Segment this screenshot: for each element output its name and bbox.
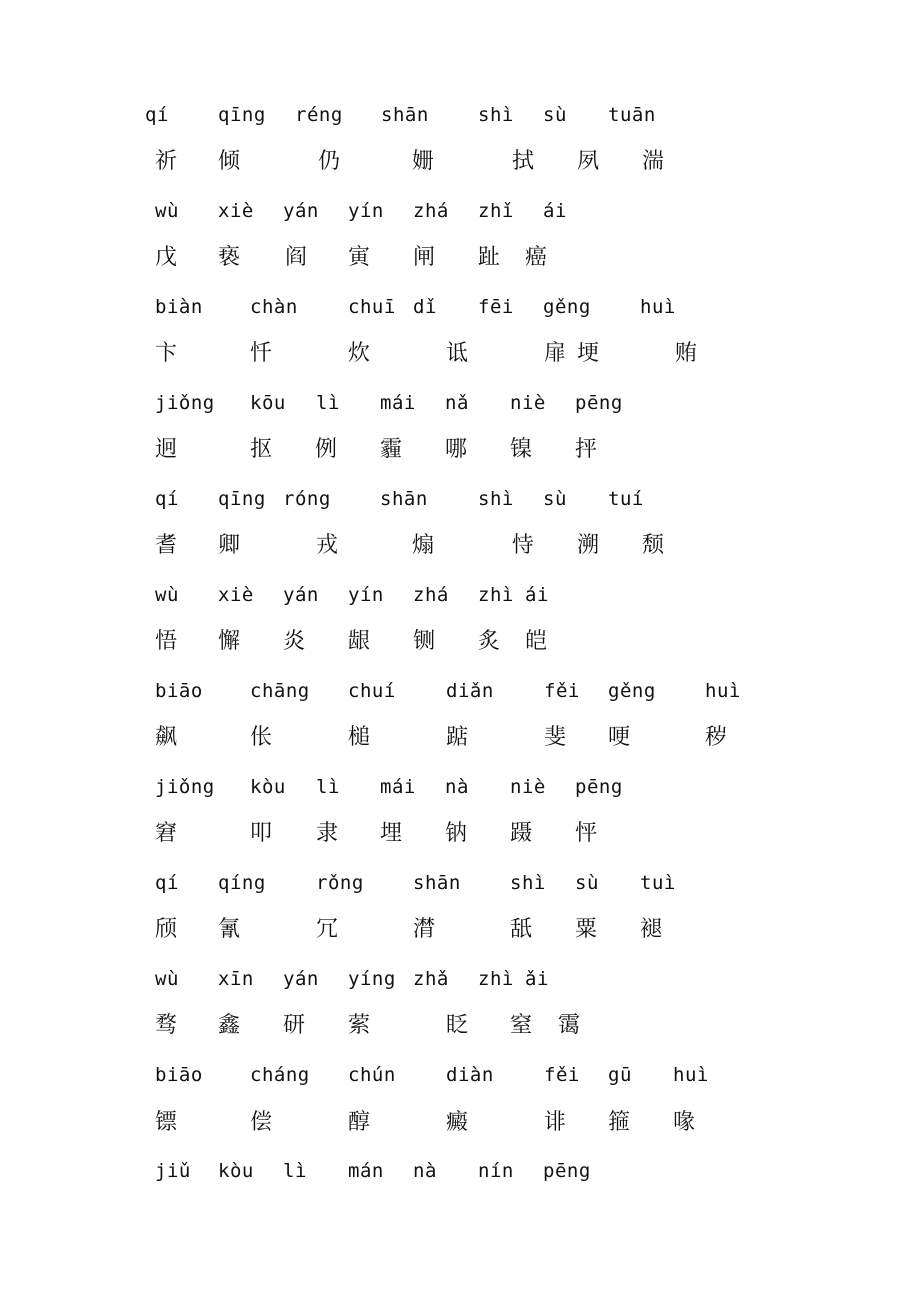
hanzi-character: 喙 [673,1110,696,1135]
hanzi-character: 飙 [155,725,178,750]
hanzi-character: 忏 [250,341,273,366]
hanzi-character: 夙 [577,149,600,174]
hanzi-character: 煽 [412,533,435,558]
hanzi-character: 骛 [155,1013,178,1038]
hanzi-character: 仍 [318,149,341,174]
hanzi-character: 诋 [446,341,469,366]
pinyin-syllable: sù [543,488,567,510]
pinyin-syllable: tuì [640,872,676,894]
pinyin-syllable: yín [348,584,384,606]
pinyin-syllable: biāo [155,680,203,702]
pinyin-syllable: xiè [218,584,254,606]
pinyin-syllable: shān [381,104,429,126]
hanzi-row [0,531,920,571]
pinyin-syllable: gěng [543,296,591,318]
pinyin-row [0,100,920,140]
hanzi-character: 炊 [348,341,371,366]
pinyin-syllable: shì [478,488,514,510]
pinyin-syllable: mái [380,776,416,798]
hanzi-character: 潸 [413,917,436,942]
pinyin-syllable: wù [155,584,179,606]
pinyin-row [0,292,920,332]
pinyin-syllable: lì [283,1160,307,1182]
hanzi-character: 哽 [608,725,631,750]
hanzi-character: 鑫 [218,1013,241,1038]
pinyin-syllable: huì [705,680,741,702]
hanzi-character: 镖 [155,1110,178,1135]
pinyin-syllable: shì [478,104,514,126]
hanzi-character: 舐 [510,917,533,942]
pinyin-syllable: biāo [155,1064,203,1086]
pinyin-syllable: qí [155,872,179,894]
hanzi-character: 铡 [413,629,436,654]
pinyin-syllable: réng [295,104,343,126]
hanzi-character: 抨 [575,437,598,462]
hanzi-character: 槌 [348,725,371,750]
hanzi-character: 贿 [675,341,698,366]
hanzi-character: 怦 [575,821,598,846]
pinyin-syllable: cháng [250,1064,310,1086]
pinyin-syllable: gěng [608,680,656,702]
hanzi-character: 趾 [478,245,501,270]
pinyin-syllable: dǐ [413,296,437,318]
pinyin-syllable: lì [316,776,340,798]
pinyin-syllable: sù [543,104,567,126]
pinyin-syllable: fēi [478,296,514,318]
hanzi-character: 姗 [412,149,435,174]
hanzi-row [0,723,920,763]
hanzi-character: 诽 [544,1110,567,1135]
pinyin-syllable: kōu [250,392,286,414]
pinyin-syllable: xiè [218,200,254,222]
hanzi-character: 伥 [250,725,273,750]
hanzi-character: 倾 [218,149,241,174]
pinyin-row [0,676,920,716]
pinyin-syllable: chuī [348,296,396,318]
pinyin-syllable: chàn [250,296,298,318]
hanzi-character: 扉 [544,341,567,366]
pinyin-syllable: tuān [608,104,656,126]
pinyin-row [0,196,920,236]
pinyin-syllable: zhì [478,584,514,606]
pinyin-row [0,772,920,812]
pinyin-syllable: ǎi [525,968,549,990]
hanzi-row [0,915,920,955]
pinyin-syllable: diàn [446,1064,494,1086]
hanzi-character: 炙 [478,629,501,654]
pinyin-syllable: zhá [413,200,449,222]
hanzi-character: 颓 [642,533,665,558]
pinyin-row [0,484,920,524]
hanzi-character: 颀 [155,917,178,942]
pinyin-syllable: chún [348,1064,396,1086]
pinyin-syllable: huì [673,1064,709,1086]
hanzi-character: 闸 [413,245,436,270]
pinyin-syllable: niè [510,776,546,798]
hanzi-character: 隶 [316,821,339,846]
hanzi-character: 哪 [445,437,468,462]
hanzi-character: 懈 [218,629,241,654]
hanzi-character: 研 [283,1013,306,1038]
hanzi-character: 秽 [705,725,728,750]
hanzi-character: 祈 [155,149,178,174]
hanzi-character: 踮 [446,725,469,750]
pinyin-syllable: jiǒng [155,392,215,414]
hanzi-character: 耆 [155,533,178,558]
pinyin-syllable: zhì [478,968,514,990]
hanzi-character: 戎 [316,533,339,558]
hanzi-character: 窘 [155,821,178,846]
pinyin-syllable: xīn [218,968,254,990]
hanzi-character: 粟 [575,917,598,942]
hanzi-character: 蹑 [510,821,533,846]
pinyin-row [0,868,920,908]
pinyin-syllable: rǒng [316,872,364,894]
hanzi-character: 箍 [608,1110,631,1135]
hanzi-character: 埂 [577,341,600,366]
pinyin-syllable: sù [575,872,599,894]
hanzi-character: 偿 [250,1110,273,1135]
hanzi-character: 褪 [640,917,663,942]
pinyin-syllable: jiǔ [155,1160,191,1182]
pinyin-syllable: nǎ [445,392,469,414]
hanzi-character: 卞 [155,341,178,366]
hanzi-character: 醇 [348,1110,371,1135]
hanzi-character: 龈 [348,629,371,654]
pinyin-syllable: shān [380,488,428,510]
hanzi-row [0,819,920,859]
pinyin-syllable: nà [445,776,469,798]
hanzi-character: 皑 [525,629,548,654]
pinyin-syllable: qīng [218,488,266,510]
hanzi-character: 湍 [642,149,665,174]
pinyin-syllable: yán [283,200,319,222]
hanzi-character: 霾 [380,437,403,462]
hanzi-character: 悟 [155,629,178,654]
pinyin-syllable: pēng [543,1160,591,1182]
hanzi-row [0,1011,920,1051]
hanzi-character: 炎 [283,629,306,654]
hanzi-character: 拭 [512,149,535,174]
pinyin-syllable: qí [145,104,169,126]
hanzi-character: 溯 [577,533,600,558]
pinyin-row [0,388,920,428]
hanzi-character: 霭 [558,1013,581,1038]
pinyin-syllable: wù [155,968,179,990]
hanzi-character: 抠 [250,437,273,462]
pinyin-syllable: chuí [348,680,396,702]
hanzi-character: 埋 [380,821,403,846]
pinyin-syllable: chāng [250,680,310,702]
hanzi-character: 亵 [218,245,241,270]
hanzi-row [0,627,920,667]
hanzi-character: 萦 [348,1013,371,1038]
pinyin-syllable: diǎn [446,680,494,702]
pinyin-syllable: yín [348,200,384,222]
hanzi-character: 氰 [218,917,241,942]
hanzi-character: 卿 [218,533,241,558]
pinyin-syllable: yán [283,968,319,990]
pinyin-syllable: yán [283,584,319,606]
pinyin-syllable: yíng [348,968,396,990]
pinyin-syllable: ái [525,584,549,606]
hanzi-character: 恃 [512,533,535,558]
pinyin-syllable: qíng [218,872,266,894]
pinyin-syllable: kòu [218,1160,254,1182]
pinyin-syllable: biàn [155,296,203,318]
pinyin-syllable: mái [380,392,416,414]
pinyin-syllable: ái [543,200,567,222]
hanzi-character: 迥 [155,437,178,462]
hanzi-row [0,339,920,379]
pinyin-row [0,1060,920,1100]
pinyin-syllable: róng [283,488,331,510]
hanzi-character: 叩 [250,821,273,846]
pinyin-syllable: fěi [544,680,580,702]
hanzi-row [0,435,920,475]
pinyin-syllable: kòu [250,776,286,798]
pinyin-syllable: qí [155,488,179,510]
hanzi-character: 眨 [446,1013,469,1038]
hanzi-row [0,1108,920,1148]
pinyin-syllable: wù [155,200,179,222]
pinyin-syllable: zhǎ [413,968,449,990]
pinyin-syllable: niè [510,392,546,414]
pinyin-syllable: nà [413,1160,437,1182]
pinyin-syllable: pēng [575,392,623,414]
hanzi-character: 钠 [445,821,468,846]
hanzi-character: 戊 [155,245,178,270]
pinyin-row [0,1156,920,1196]
hanzi-character: 冗 [316,917,339,942]
hanzi-character: 癜 [446,1110,469,1135]
pinyin-syllable: lì [316,392,340,414]
hanzi-row [0,147,920,187]
pinyin-syllable: jiǒng [155,776,215,798]
pinyin-row [0,964,920,1004]
pinyin-syllable: huì [640,296,676,318]
hanzi-character: 例 [315,437,338,462]
hanzi-character: 寅 [348,245,371,270]
hanzi-character: 镍 [510,437,533,462]
pinyin-syllable: tuí [608,488,644,510]
hanzi-character: 窒 [510,1013,533,1038]
pinyin-syllable: shì [510,872,546,894]
pinyin-syllable: zhǐ [478,200,514,222]
hanzi-row [0,243,920,283]
pinyin-syllable: fěi [544,1064,580,1086]
hanzi-character: 斐 [544,725,567,750]
pinyin-syllable: shān [413,872,461,894]
pinyin-syllable: nín [478,1160,514,1182]
pinyin-syllable: zhá [413,584,449,606]
hanzi-character: 阎 [285,245,308,270]
pinyin-syllable: qīng [218,104,266,126]
pinyin-syllable: pēng [575,776,623,798]
pinyin-syllable: gū [608,1064,632,1086]
hanzi-character: 癌 [525,245,548,270]
pinyin-syllable: mán [348,1160,384,1182]
pinyin-row [0,580,920,620]
